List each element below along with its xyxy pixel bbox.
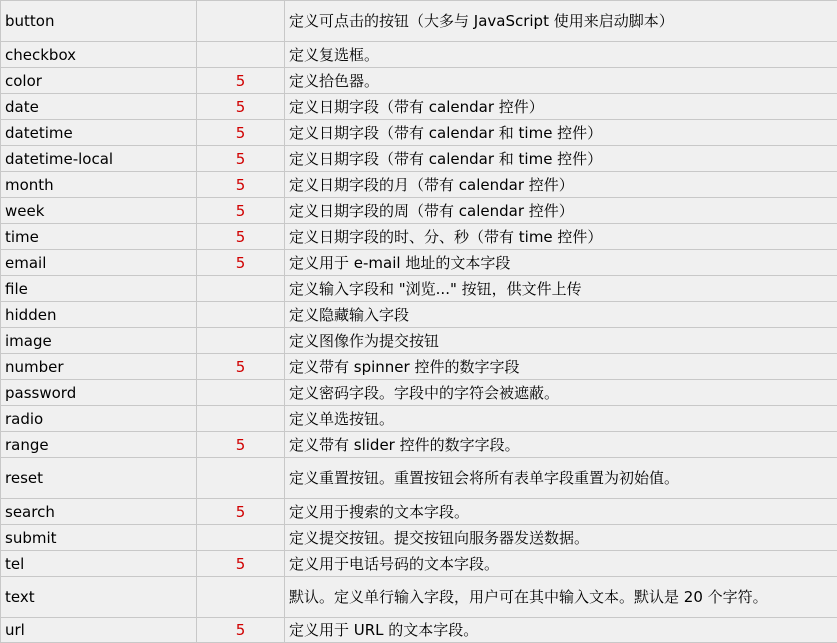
version-cell: 5 <box>197 120 285 146</box>
description-cell: 定义单选按钮。 <box>285 406 837 432</box>
table-row <box>1 328 837 354</box>
table-row <box>1 432 837 458</box>
version-cell <box>197 302 285 328</box>
table-row <box>1 302 837 328</box>
type-cell: image <box>1 328 197 354</box>
description-cell: 默认。定义单行输入字段，用户可在其中输入文本。默认是 20 个字符。 <box>285 577 837 618</box>
type-cell: radio <box>1 406 197 432</box>
version-cell <box>197 406 285 432</box>
type-cell: time <box>1 224 197 250</box>
version-cell <box>197 42 285 68</box>
table-row <box>1 577 837 618</box>
description-cell: 定义用于 e-mail 地址的文本字段 <box>285 250 837 276</box>
type-cell: search <box>1 499 197 525</box>
version-cell: 5 <box>197 354 285 380</box>
table-row <box>1 68 837 94</box>
description-cell: 定义输入字段和 "浏览..." 按钮，供文件上传 <box>285 276 837 302</box>
description-cell: 定义密码字段。字段中的字符会被遮蔽。 <box>285 380 837 406</box>
description-cell: 定义日期字段（带有 calendar 控件） <box>285 94 837 120</box>
description-cell: 定义日期字段的周（带有 calendar 控件） <box>285 198 837 224</box>
version-cell: 5 <box>197 618 285 643</box>
description-cell: 定义用于 URL 的文本字段。 <box>285 618 837 643</box>
table-row <box>1 276 837 302</box>
description-cell: 定义日期字段（带有 calendar 和 time 控件） <box>285 120 837 146</box>
type-cell: datetime-local <box>1 146 197 172</box>
type-cell: color <box>1 68 197 94</box>
type-cell: password <box>1 380 197 406</box>
description-cell: 定义隐藏输入字段 <box>285 302 837 328</box>
table-row <box>1 380 837 406</box>
table-row <box>1 198 837 224</box>
table-row <box>1 250 837 276</box>
version-cell <box>197 458 285 499</box>
table-row <box>1 354 837 380</box>
description-cell: 定义日期字段的时、分、秒（带有 time 控件） <box>285 224 837 250</box>
type-cell: reset <box>1 458 197 499</box>
table-row <box>1 94 837 120</box>
type-cell: week <box>1 198 197 224</box>
description-cell: 定义复选框。 <box>285 42 837 68</box>
type-cell: tel <box>1 551 197 577</box>
version-cell: 5 <box>197 172 285 198</box>
version-cell: 5 <box>197 499 285 525</box>
table-row <box>1 1 837 42</box>
description-cell: 定义可点击的按钮（大多与 JavaScript 使用来启动脚本） <box>285 1 837 42</box>
version-cell <box>197 1 285 42</box>
version-cell: 5 <box>197 551 285 577</box>
type-cell: datetime <box>1 120 197 146</box>
description-cell: 定义日期字段（带有 calendar 和 time 控件） <box>285 146 837 172</box>
type-cell: number <box>1 354 197 380</box>
table-row <box>1 618 837 643</box>
type-cell: submit <box>1 525 197 551</box>
table-row <box>1 42 837 68</box>
type-cell: hidden <box>1 302 197 328</box>
type-cell: url <box>1 618 197 643</box>
version-cell: 5 <box>197 94 285 120</box>
version-cell <box>197 525 285 551</box>
type-cell: range <box>1 432 197 458</box>
version-cell: 5 <box>197 250 285 276</box>
type-cell: text <box>1 577 197 618</box>
version-cell: 5 <box>197 146 285 172</box>
version-cell: 5 <box>197 224 285 250</box>
table-row <box>1 499 837 525</box>
type-cell: checkbox <box>1 42 197 68</box>
table-row <box>1 458 837 499</box>
type-cell: file <box>1 276 197 302</box>
description-cell: 定义拾色器。 <box>285 68 837 94</box>
version-cell <box>197 577 285 618</box>
version-cell <box>197 328 285 354</box>
description-cell: 定义用于搜索的文本字段。 <box>285 499 837 525</box>
table-body <box>1 1 837 643</box>
type-cell: date <box>1 94 197 120</box>
table-row <box>1 120 837 146</box>
description-cell: 定义重置按钮。重置按钮会将所有表单字段重置为初始值。 <box>285 458 837 499</box>
description-cell: 定义用于电话号码的文本字段。 <box>285 551 837 577</box>
version-cell: 5 <box>197 68 285 94</box>
version-cell <box>197 276 285 302</box>
description-cell: 定义带有 slider 控件的数字字段。 <box>285 432 837 458</box>
description-cell: 定义日期字段的月（带有 calendar 控件） <box>285 172 837 198</box>
table-row <box>1 172 837 198</box>
table-row <box>1 406 837 432</box>
type-cell: email <box>1 250 197 276</box>
type-cell: month <box>1 172 197 198</box>
version-cell: 5 <box>197 198 285 224</box>
type-cell: button <box>1 1 197 42</box>
description-cell: 定义图像作为提交按钮 <box>285 328 837 354</box>
table-row <box>1 224 837 250</box>
table-row <box>1 525 837 551</box>
table-row <box>1 551 837 577</box>
description-cell: 定义带有 spinner 控件的数字字段 <box>285 354 837 380</box>
version-cell: 5 <box>197 432 285 458</box>
description-cell: 定义提交按钮。提交按钮向服务器发送数据。 <box>285 525 837 551</box>
table-row <box>1 146 837 172</box>
version-cell <box>197 380 285 406</box>
